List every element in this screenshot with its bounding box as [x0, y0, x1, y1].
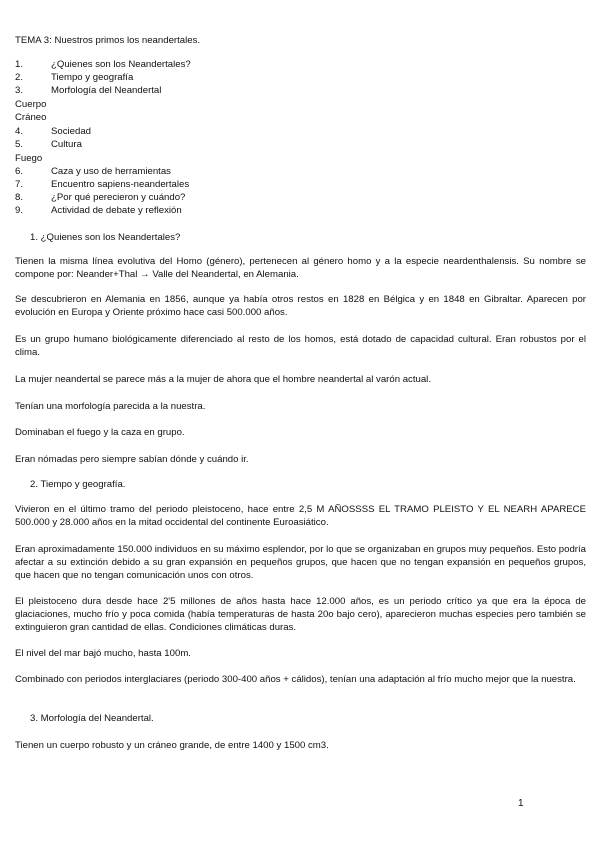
section-heading-1: 1. ¿Quienes son los Neandertales?	[30, 232, 181, 243]
paragraph: Combinado con periodos interglaciares (periodo 300-400 años + cálidos), tenían una adaptación al frío mucho mejor que la nuestra.	[15, 674, 576, 685]
paragraph: Vivieron en el último tramo del periodo pleistoceno, hace entre 2,5 M AÑOSSSS EL TRAMO PLEISTO Y EL NEARH APARECE 500.000 y 28.000 años en la mitad occidental del continente Euroasiático.	[15, 504, 586, 528]
toc-item: ¿Por qué perecieron y cuándo?	[51, 192, 186, 203]
paragraph: El nivel del mar bajó mucho, hasta 100m.	[15, 648, 191, 659]
toc-subitem: Cuerpo	[15, 99, 47, 110]
document-title: TEMA 3: Nuestros primos los neandertales.	[15, 35, 201, 46]
section-heading-3: 3. Morfología del Neandertal.	[30, 713, 154, 724]
toc-number: 2.	[15, 72, 24, 83]
paragraph: Eran nómadas pero siempre sabían dónde y cuándo ir.	[15, 454, 249, 465]
toc-number: 9.	[15, 205, 24, 216]
toc-number: 6.	[15, 166, 24, 177]
paragraph: Tienen la misma línea evolutiva del Homo (género), pertenecen al género homo y a la especie neardenthalensis. Su nombre se compone por: Neander+Thal → Valle del Neandertal, en Alemania.	[15, 256, 586, 280]
toc-number: 3.	[15, 85, 24, 96]
toc-item: ¿Quienes son los Neandertales?	[51, 59, 191, 70]
paragraph: Eran aproximadamente 150.000 individuos en su máximo esplendor, por lo que se organizaban en grupos muy pequeños. Esto podría afectar a su extinción debido a su gran expansión en pequeños grupos, que hacen que no tengan expansión en pequeños grupos, que hacen que no tengan comunicación unos con otros.	[15, 544, 586, 581]
toc-item: Caza y uso de herramientas	[51, 166, 171, 177]
toc-number: 5.	[15, 139, 24, 150]
toc-number: 1.	[15, 59, 24, 70]
toc-number: 7.	[15, 179, 24, 190]
toc-item: Tiempo y geografía	[51, 72, 134, 83]
toc-subitem: Cráneo	[15, 112, 47, 123]
toc-item: Encuentro sapiens-neandertales	[51, 179, 190, 190]
toc-subitem: Fuego	[15, 153, 43, 164]
paragraph: El pleistoceno dura desde hace 2'5 millones de años hasta hace 12.000 años, es un periodo crítico ya que era la época de glaciaciones, mucho frío y poca comida (había temperaturas de hasta 20o bajo cero), aparecieron muchas especies pero también se extinguieron gran cantidad de ellas. Condiciones climáticas duras.	[15, 596, 586, 633]
toc-item: Cultura	[51, 139, 82, 150]
toc-number: 8.	[15, 192, 24, 203]
toc-number: 4.	[15, 126, 24, 137]
paragraph: Tenían una morfología parecida a la nuestra.	[15, 401, 206, 412]
toc-item: Morfología del Neandertal	[51, 85, 162, 96]
toc-item: Sociedad	[51, 126, 92, 137]
paragraph: Se descubrieron en Alemania en 1856, aunque ya había otros restos en 1828 en Bélgica y en 1848 en Gibraltar. Aparecen por evolución en Europa y Oriente próximo hace casi 500.000 años.	[15, 294, 586, 318]
paragraph: Tienen un cuerpo robusto y un cráneo grande, de entre 1400 y 1500 cm3.	[15, 740, 329, 751]
paragraph: La mujer neandertal se parece más a la mujer de ahora que el hombre neandertal al varón actual.	[15, 374, 431, 385]
paragraph: Es un grupo humano biológicamente diferenciado al resto de los homos, está dotado de capacidad cultural. Eran robustos por el clima.	[15, 334, 586, 358]
section-heading-2: 2. Tiempo y geografía.	[30, 479, 126, 490]
paragraph: Dominaban el fuego y la caza en grupo.	[15, 427, 185, 438]
toc-item: Actividad de debate y reflexión	[51, 205, 182, 216]
page-number: 1	[518, 798, 524, 809]
